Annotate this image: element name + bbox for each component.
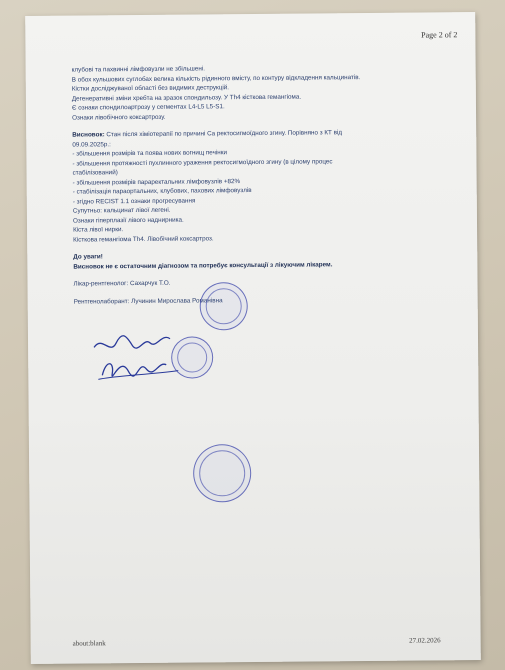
- lab-assistant-line: Рентгенолаборант: Лучинин Мирослава Романівна: [73, 296, 223, 306]
- attention-text: Висновок не є остаточним діагнозом та потребує консультації з лікуючим лікарем.: [73, 260, 333, 271]
- conclusion-item: - згідно RECIST 1.1 ознаки прогресування: [72, 196, 196, 206]
- stamp-seal: [193, 444, 252, 503]
- conclusion-item: стабілізований): [72, 169, 118, 177]
- report-line: Ознаки лівобічного коксартрозу.: [72, 113, 166, 122]
- document-page: [25, 12, 481, 664]
- conclusion-item: Супутньо: кальцинат лівої легені.: [72, 206, 171, 215]
- report-line: В обох кульшових суглобах велика кількість рідинного вмісту, по контуру відкладення кальцинатів.: [71, 73, 361, 84]
- report-line: Кістки досліджуваної області без видимих деструкцій.: [71, 84, 230, 93]
- doctor-line: Лікар-рентгенолог: Сахарчук Т.О.: [73, 279, 171, 288]
- conclusion-text: Стан після хіміотерапії по причині Ca ректосигмоїдного згину. Порівняно з КТ від: [106, 129, 343, 139]
- conclusion-item: - стабілізація параортальних, клубових, пахових лімфовузлів: [72, 187, 252, 196]
- conclusion-label: Висновок:: [72, 131, 105, 139]
- conclusion-item: - збільшення розмірів параректальних лімфовузлів +82%: [72, 177, 241, 187]
- report-line: Дегенеративні зміни хребта на зразок спондильозу. У Th4 кісткова гемангіома.: [71, 93, 302, 103]
- footer-date: 27.02.2026: [409, 636, 441, 645]
- report-body: [72, 62, 454, 306]
- conclusion-item: Ознаки гіперплазії лівого наднирника.: [72, 216, 184, 225]
- stamp-seal: [200, 282, 248, 330]
- conclusion-item: Кіста лівої нирки.: [73, 226, 124, 234]
- report-line: Є ознаки спондилоартрозу у сегментах L4-L5 L5-S1.: [71, 103, 225, 112]
- attention-title: До уваги!: [73, 253, 103, 261]
- handwritten-signature: [88, 325, 189, 384]
- conclusion-item: Кісткова гемангіома Th4. Лівобічний коксартроз.: [73, 234, 214, 244]
- report-line: клубові та пахвинні лімфовузли не збільшені.: [71, 65, 205, 74]
- conclusion-item: - збільшення протяжності пухлинного ураження ректосигмоїдного згину (в цілому процес: [72, 157, 333, 168]
- conclusion-item: - збільшення розмірів та поява нових вогнищ печінки: [72, 149, 228, 158]
- conclusion-item: 09.09.2025р.:: [72, 140, 111, 149]
- page-number: Page 2 of 2: [421, 30, 458, 40]
- footer-url: about:blank: [72, 639, 106, 648]
